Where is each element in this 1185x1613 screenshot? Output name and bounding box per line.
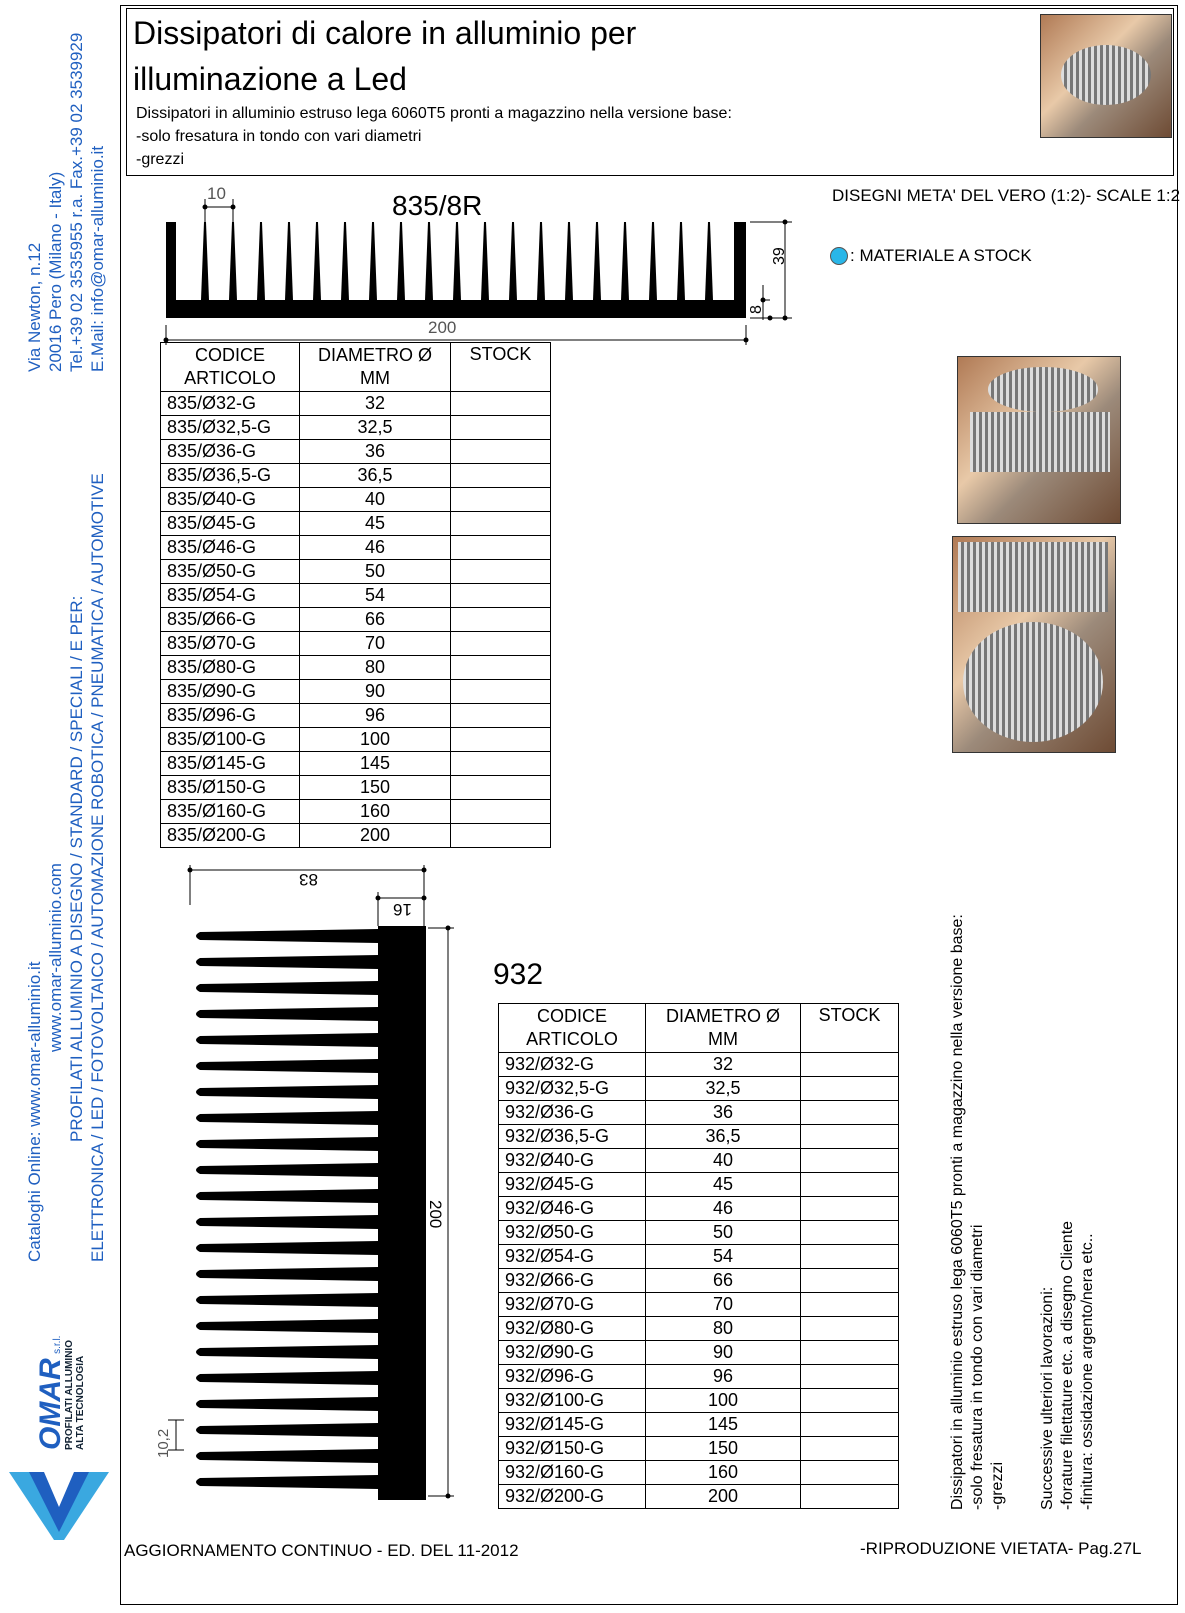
- table-row: [161, 392, 551, 416]
- cell-diameter: 70: [300, 632, 451, 656]
- cell-stock: [801, 1149, 899, 1173]
- fin-835: [229, 222, 237, 300]
- cell-code: 932/Ø70-G: [499, 1293, 646, 1317]
- header-diametro: DIAMETRO Ø MM: [300, 343, 451, 392]
- page-title: Dissipatori di calore in alluminio per illuminazione a Led: [133, 15, 637, 97]
- cell-stock: [451, 464, 551, 488]
- table-row: [161, 584, 551, 608]
- fin-835: [677, 222, 685, 300]
- header-stock: STOCK: [451, 343, 551, 392]
- fin-932: [196, 1137, 378, 1151]
- cell-stock: [801, 1125, 899, 1149]
- catalog-link[interactable]: Cataloghi Online: www.omar-alluminio.it: [25, 961, 44, 1262]
- cell-code: 932/Ø32,5-G: [499, 1077, 646, 1101]
- table-row: [499, 1365, 899, 1389]
- cell-stock: [451, 512, 551, 536]
- cell-code: 835/Ø36,5-G: [161, 464, 300, 488]
- fin-835: [705, 222, 713, 300]
- cell-stock: [801, 1437, 899, 1461]
- table-row: [161, 416, 551, 440]
- table-row: [499, 1293, 899, 1317]
- table-row: [161, 536, 551, 560]
- dim-932-width: 83: [299, 870, 318, 889]
- cell-diameter: 200: [646, 1485, 801, 1509]
- cell-stock: [801, 1461, 899, 1485]
- cell-stock: [451, 584, 551, 608]
- cell-diameter: 100: [646, 1389, 801, 1413]
- cell-code: 932/Ø200-G: [499, 1485, 646, 1509]
- cell-diameter: 46: [300, 536, 451, 560]
- table-row: [161, 728, 551, 752]
- intro-text: Dissipatori in alluminio estruso lega 6060T5 pronti a magazzino nella versione base: -solo fresatura in tondo con vari diametri -grezzi: [136, 105, 732, 168]
- fin-932: [196, 1371, 378, 1385]
- fin-932: [196, 1111, 378, 1125]
- cell-diameter: 160: [646, 1461, 801, 1485]
- table-row: [161, 704, 551, 728]
- table-row: [161, 776, 551, 800]
- cell-code: 932/Ø50-G: [499, 1221, 646, 1245]
- table-row: [499, 1485, 899, 1509]
- profile-932-shape: [378, 926, 426, 1500]
- cell-code: 835/Ø160-G: [161, 800, 300, 824]
- cell-stock: [451, 560, 551, 584]
- cell-stock: [451, 416, 551, 440]
- table-row: [499, 1173, 899, 1197]
- cell-diameter: 45: [300, 512, 451, 536]
- cell-code: 932/Ø54-G: [499, 1245, 646, 1269]
- cell-diameter: 32,5: [646, 1077, 801, 1101]
- cell-stock: [451, 632, 551, 656]
- cell-code: 835/Ø40-G: [161, 488, 300, 512]
- cell-diameter: 70: [646, 1293, 801, 1317]
- cell-diameter: 150: [300, 776, 451, 800]
- footer-edition: AGGIORNAMENTO CONTINUO - ED. DEL 11-2012: [124, 1541, 519, 1560]
- side-note-right: Dissipatori in alluminio estruso lega 6060T5 pronti a magazzino nella versione base: -solo fresatura in tondo con vari diametri -grezzi Successive ulteriori lavorazioni: -forature filettature etc. a disegno Cliente -finitura: ossidazione argento/nera etc..: [949, 914, 1096, 1510]
- cell-stock: [451, 800, 551, 824]
- cell-code: 835/Ø54-G: [161, 584, 300, 608]
- fin-835: [537, 222, 545, 300]
- table-row: [161, 608, 551, 632]
- omar-logo-mark: [4, 1452, 114, 1542]
- fin-835: [509, 222, 517, 300]
- fin-835: [481, 222, 489, 300]
- header-diametro: DIAMETRO Ø MM: [646, 1004, 801, 1053]
- table-row: [161, 800, 551, 824]
- cell-code: 835/Ø100-G: [161, 728, 300, 752]
- table-row: [161, 488, 551, 512]
- fin-932: [196, 1475, 378, 1489]
- heatsink-photo-top: [1040, 14, 1172, 138]
- table-row: [499, 1413, 899, 1437]
- header-codice: CODICE ARTICOLO: [161, 343, 300, 392]
- fin-932: [196, 1007, 378, 1021]
- cell-code: 932/Ø40-G: [499, 1149, 646, 1173]
- heatsink-photo-middle: [957, 356, 1121, 524]
- cell-diameter: 32: [646, 1053, 801, 1077]
- fin-835: [397, 222, 405, 300]
- fin-835: [341, 222, 349, 300]
- fin-932: [196, 1189, 378, 1203]
- table-row: [161, 680, 551, 704]
- cell-code: 932/Ø145-G: [499, 1413, 646, 1437]
- table-row: [499, 1317, 899, 1341]
- company-address: Via Newton, n.12 20016 Pero (Milano - Italy) Tel.+39 02 3535955 r.a. Fax.+39 02 3539929 E.Mail: info@omar-alluminio.it: [25, 32, 107, 372]
- cell-code: 932/Ø36-G: [499, 1101, 646, 1125]
- cell-code: 835/Ø70-G: [161, 632, 300, 656]
- cell-diameter: 96: [646, 1365, 801, 1389]
- cell-code: 932/Ø36,5-G: [499, 1125, 646, 1149]
- fin-835: [649, 222, 657, 300]
- heatsink-photo-lower: [952, 536, 1116, 753]
- fin-932: [196, 1163, 378, 1177]
- cell-stock: [451, 704, 551, 728]
- fin-835: [453, 222, 461, 300]
- cell-diameter: 90: [300, 680, 451, 704]
- fin-835: [425, 222, 433, 300]
- cell-stock: [801, 1077, 899, 1101]
- cell-diameter: 66: [300, 608, 451, 632]
- fin-835: [565, 222, 573, 300]
- cell-code: 835/Ø145-G: [161, 752, 300, 776]
- table-row: [499, 1077, 899, 1101]
- dim-932-height: 200: [426, 1200, 445, 1229]
- fin-835: [257, 222, 265, 300]
- cell-stock: [801, 1197, 899, 1221]
- cell-diameter: 50: [646, 1221, 801, 1245]
- cell-stock: [801, 1389, 899, 1413]
- table-row: [499, 1269, 899, 1293]
- table-row: [161, 512, 551, 536]
- cell-diameter: 36,5: [646, 1125, 801, 1149]
- cell-diameter: 150: [646, 1437, 801, 1461]
- table-row: [499, 1389, 899, 1413]
- fin-835: [369, 222, 377, 300]
- cell-stock: [801, 1293, 899, 1317]
- cell-diameter: 80: [646, 1317, 801, 1341]
- fin-932: [196, 1241, 378, 1255]
- dim-835-fin: 10: [207, 185, 226, 203]
- cell-diameter: 54: [646, 1245, 801, 1269]
- cell-diameter: 36,5: [300, 464, 451, 488]
- fin-932: [196, 1059, 378, 1073]
- cell-stock: [801, 1245, 899, 1269]
- cell-code: 932/Ø96-G: [499, 1365, 646, 1389]
- cell-diameter: 50: [300, 560, 451, 584]
- cell-diameter: 66: [646, 1269, 801, 1293]
- catalog-info: Cataloghi Online: www.omar-alluminio.it www.omar-alluminio.com PROFILATI ALLUMINIO A DISEGNO / STANDARD / SPECIALI / E PER: ELETTRONICA / LED / FOTOVOLTAICO / AUTOMAZIONE ROBOTICA / PNEUMATICA / AUTOMOTIVE: [25, 473, 107, 1262]
- cell-stock: [801, 1101, 899, 1125]
- cell-diameter: 145: [646, 1413, 801, 1437]
- cell-code: 835/Ø80-G: [161, 656, 300, 680]
- cell-diameter: 160: [300, 800, 451, 824]
- table-row: [499, 1245, 899, 1269]
- stock-legend: : MATERIALE A STOCK: [830, 246, 1032, 266]
- fin-835: [593, 222, 601, 300]
- cell-stock: [801, 1221, 899, 1245]
- cell-code: 932/Ø90-G: [499, 1341, 646, 1365]
- cell-diameter: 36: [646, 1101, 801, 1125]
- dim-932-base: 16: [393, 900, 412, 919]
- scale-note: DISEGNI META' DEL VERO (1:2)- SCALE 1:2: [832, 186, 1181, 205]
- fin-932: [196, 1449, 378, 1463]
- fin-932: [196, 1397, 378, 1411]
- cell-stock: [451, 488, 551, 512]
- table-row: [499, 1221, 899, 1245]
- cell-code: 932/Ø45-G: [499, 1173, 646, 1197]
- cell-diameter: 46: [646, 1197, 801, 1221]
- table-835: [160, 342, 551, 848]
- cell-diameter: 40: [646, 1149, 801, 1173]
- cell-diameter: 80: [300, 656, 451, 680]
- table-row: [161, 752, 551, 776]
- table-row: [161, 656, 551, 680]
- cell-stock: [451, 776, 551, 800]
- catalog-link-com[interactable]: www.omar-alluminio.com: [46, 863, 65, 1052]
- table-row: [499, 1341, 899, 1365]
- cell-code: 932/Ø160-G: [499, 1461, 646, 1485]
- fin-835: [285, 222, 293, 300]
- fin-932: [196, 1293, 378, 1307]
- table-row: [499, 1437, 899, 1461]
- cell-code: 932/Ø100-G: [499, 1389, 646, 1413]
- cell-code: 835/Ø90-G: [161, 680, 300, 704]
- fin-932: [196, 955, 378, 969]
- cell-diameter: 90: [646, 1341, 801, 1365]
- fin-932: [196, 1033, 378, 1047]
- cell-code: 835/Ø96-G: [161, 704, 300, 728]
- cell-diameter: 32: [300, 392, 451, 416]
- cell-diameter: 40: [300, 488, 451, 512]
- cell-stock: [451, 536, 551, 560]
- cell-diameter: 54: [300, 584, 451, 608]
- cell-code: 932/Ø150-G: [499, 1437, 646, 1461]
- fin-835: [313, 222, 321, 300]
- cell-diameter: 36: [300, 440, 451, 464]
- table-932: [498, 1003, 899, 1509]
- cell-diameter: 200: [300, 824, 451, 848]
- cell-stock: [801, 1485, 899, 1509]
- table-row: [161, 464, 551, 488]
- cell-stock: [801, 1317, 899, 1341]
- table-row: [161, 560, 551, 584]
- cell-stock: [451, 680, 551, 704]
- table-row: [499, 1149, 899, 1173]
- dim-835-height: 39: [771, 247, 788, 265]
- table-row: [161, 632, 551, 656]
- table-row: [499, 1053, 899, 1077]
- fin-932: [196, 929, 378, 943]
- fin-932: [196, 1267, 378, 1281]
- cell-code: 835/Ø36-G: [161, 440, 300, 464]
- table-row: [499, 1125, 899, 1149]
- table-row: [499, 1461, 899, 1485]
- cell-stock: [451, 392, 551, 416]
- fin-932: [196, 1423, 378, 1437]
- cell-code: 932/Ø66-G: [499, 1269, 646, 1293]
- cell-diameter: 96: [300, 704, 451, 728]
- cell-stock: [801, 1365, 899, 1389]
- email-link[interactable]: E.Mail: info@omar-alluminio.it: [88, 145, 107, 372]
- fin-932: [196, 1215, 378, 1229]
- cell-stock: [451, 752, 551, 776]
- cell-code: 835/Ø66-G: [161, 608, 300, 632]
- cell-diameter: 32,5: [300, 416, 451, 440]
- fin-932: [196, 1085, 378, 1099]
- profile-932-drawing: [150, 860, 470, 1500]
- cell-code: 835/Ø50-G: [161, 560, 300, 584]
- cell-stock: [801, 1053, 899, 1077]
- cell-code: 835/Ø150-G: [161, 776, 300, 800]
- cell-diameter: 145: [300, 752, 451, 776]
- cell-code: 835/Ø200-G: [161, 824, 300, 848]
- fin-932: [196, 981, 378, 995]
- cell-code: 835/Ø46-G: [161, 536, 300, 560]
- table-row: [499, 1101, 899, 1125]
- cell-code: 932/Ø32-G: [499, 1053, 646, 1077]
- stock-dot-icon: [830, 247, 848, 265]
- fin-835: [201, 222, 209, 300]
- fin-932: [196, 1319, 378, 1333]
- profile-932-code: 932: [493, 958, 544, 991]
- table-row: [499, 1197, 899, 1221]
- cell-code: 932/Ø80-G: [499, 1317, 646, 1341]
- cell-code: 835/Ø45-G: [161, 512, 300, 536]
- cell-code: 835/Ø32-G: [161, 392, 300, 416]
- cell-diameter: 100: [300, 728, 451, 752]
- cell-stock: [801, 1269, 899, 1293]
- omar-logo: OMAR s.r.l. PROFILATI ALLUMINIO ALTA TECNOLOGIA: [34, 1335, 86, 1450]
- header-stock: STOCK: [801, 1004, 899, 1053]
- footer-page: -RIPRODUZIONE VIETATA- Pag.27L: [860, 1539, 1142, 1558]
- cell-stock: [451, 608, 551, 632]
- cell-stock: [801, 1413, 899, 1437]
- cell-stock: [451, 656, 551, 680]
- table-row: [161, 440, 551, 464]
- dim-835-base: 8: [748, 305, 765, 314]
- cell-stock: [801, 1341, 899, 1365]
- cell-stock: [451, 824, 551, 848]
- cell-diameter: 45: [646, 1173, 801, 1197]
- cell-code: 932/Ø46-G: [499, 1197, 646, 1221]
- dim-835-width: 200: [428, 318, 457, 337]
- fin-835: [621, 222, 629, 300]
- table-row: [161, 824, 551, 848]
- cell-stock: [451, 440, 551, 464]
- profile-835-code: 835/8R: [392, 190, 483, 221]
- dim-932-pitch: 10,2: [155, 1428, 172, 1458]
- cell-stock: [451, 728, 551, 752]
- cell-stock: [801, 1173, 899, 1197]
- fin-932: [196, 1345, 378, 1359]
- profile-835-drawing: [160, 185, 820, 355]
- cell-code: 835/Ø32,5-G: [161, 416, 300, 440]
- header-codice: CODICE ARTICOLO: [499, 1004, 646, 1053]
